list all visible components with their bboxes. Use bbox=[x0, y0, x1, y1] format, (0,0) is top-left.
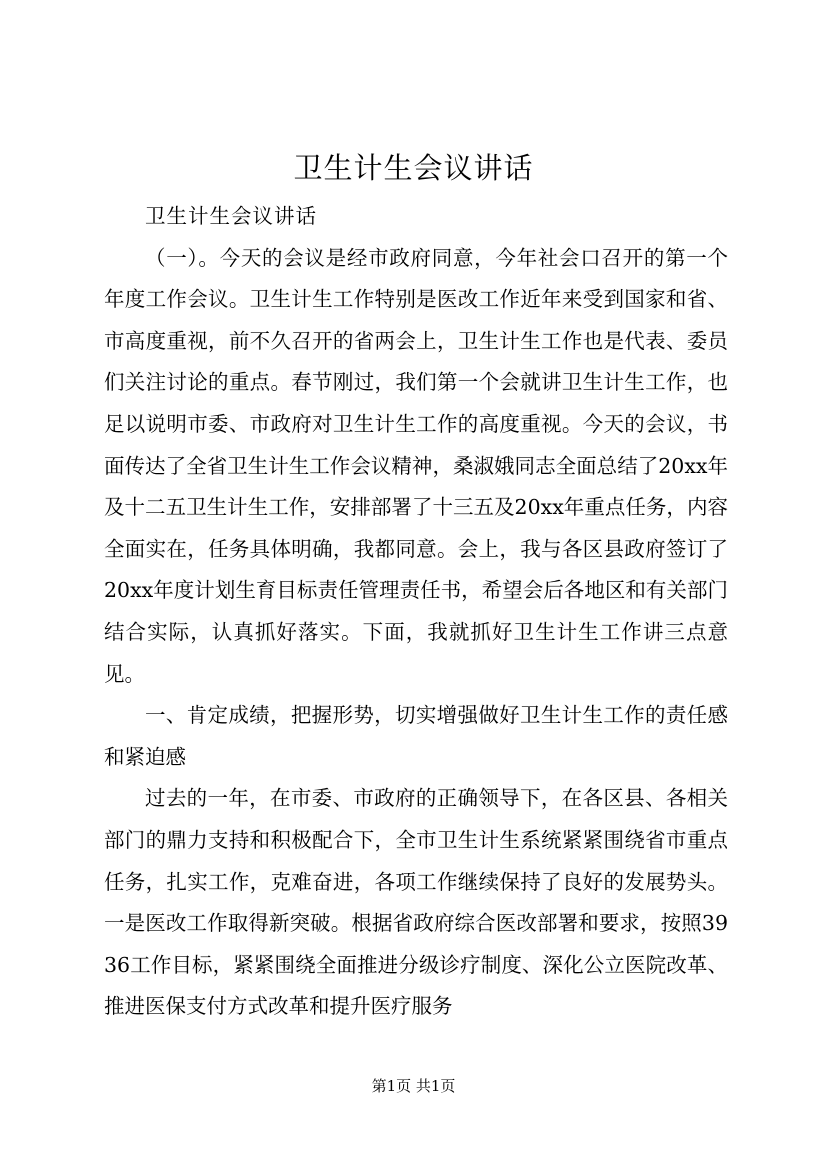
document-title: 卫生计生会议讲话 bbox=[293, 151, 534, 185]
section-heading-1: 一、肯定成绩，把握形势，切实增强做好卫生计生工作的责任感和紧迫感 bbox=[104, 703, 728, 769]
paragraph-intro: （一）。今天的会议是经市政府同意，今年社会口召开的第一个年度工作会议。卫生计生工作特别是医改工作近年来受到国家和省、市高度重视，前不久召开的省两会上，卫生计生工作也是代表、委员们关注讨论的重点。春节刚过，我们第一个会就讲卫生计生工作，也足以说明市委、市政府对卫生计生工作的高度重视。今天的会议，书面传达了全省卫生计生工作会议精神，桑淑娥同志全面总结了20xx年及十二五卫生计生工作，安排部署了十三五及20xx年重点任务，内容全面实在，任务具体明确，我都同意。会上，我与各区县政府签订了20xx年度计划生育目标责任管理责任书，希望会后各地区和有关部门结合实际，认真抓好落实。下面，我就抓好卫生计生工作讲三点意见。 bbox=[104, 245, 728, 686]
document-body bbox=[104, 196, 728, 1028]
paragraph-review: 过去的一年，在市委、市政府的正确领导下，在各区县、各相关部门的鼎力支持和积极配合下，全市卫生计生系统紧紧围绕省市重点任务，扎实工作，克难奋进，各项工作继续保持了良好的发展势头。一是医改工作取得新突破。根据省政府综合医改部署和要求，按照3936工作目标，紧紧围绕全面推进分级诊疗制度、深化公立医院改革、推进医保支付方式改革和提升医疗服务 bbox=[104, 786, 728, 1019]
paragraph-subtitle: 卫生计生会议讲话 bbox=[145, 204, 317, 228]
page-footer: 第1页 共1页 bbox=[371, 1077, 456, 1095]
